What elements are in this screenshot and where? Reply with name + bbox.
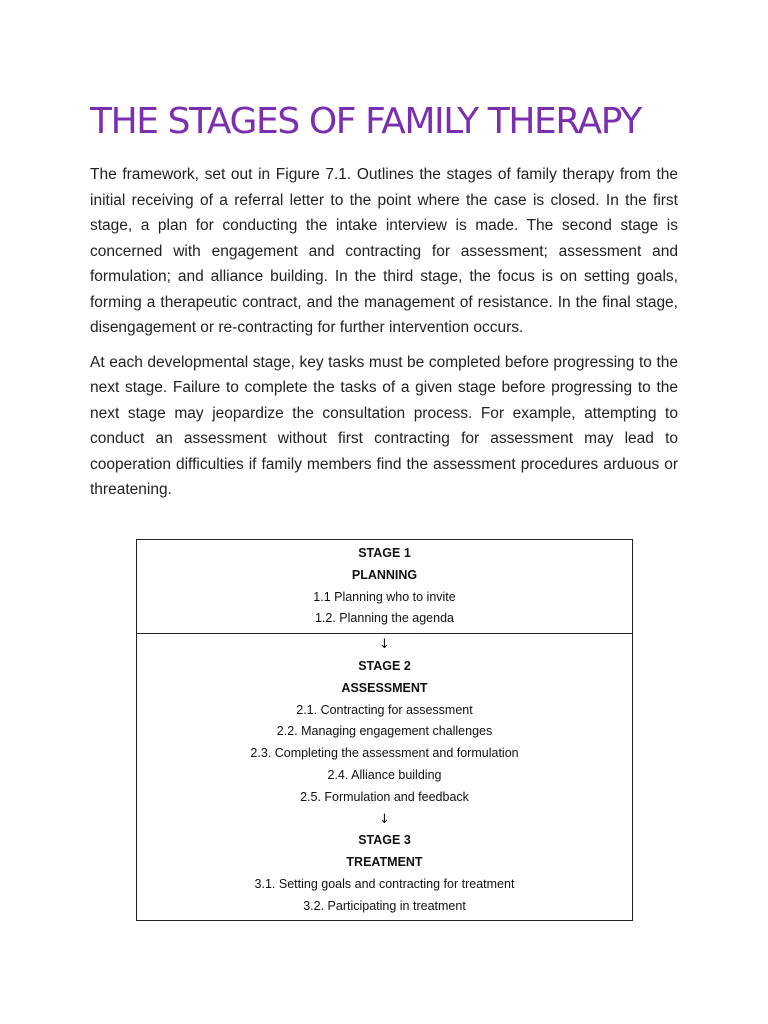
body-paragraph: At each developmental stage, key tasks must be completed before progressing to the next stage. Failure to complete the tasks of a given stage before progressing to the next stage may jeopardize the consultation process. For example, attempting to conduct an assessment without first contracting for assessment may lead to cooperation difficulties if family members find the assessment procedures arduous or threatening. (90, 353, 678, 498)
stage-heading: STAGE 3 (358, 833, 411, 848)
stage-1-box (137, 540, 632, 634)
stage-item: 2.3. Completing the assessment and formulation (250, 746, 519, 761)
stage-item: 2.5. Formulation and feedback (300, 789, 469, 804)
stage-heading: STAGE 1 (358, 546, 411, 560)
page-title: THE STAGES OF FAMILY THERAPY (90, 101, 641, 142)
stages-2-3-box (137, 634, 632, 919)
down-arrow-icon: ↓ (379, 637, 390, 653)
stage-name: TREATMENT (346, 855, 423, 870)
stages-figure (136, 539, 633, 921)
stage-name: PLANNING (351, 567, 418, 582)
stage-item: 2.1. Contracting for assessment (296, 702, 473, 717)
stage-item: 1.2. Planning the agenda (314, 611, 454, 626)
stage-heading: STAGE 2 (358, 658, 411, 673)
stage-name: ASSESSMENT (341, 680, 428, 695)
stage-item: 1.1 Planning who to invite (313, 589, 456, 604)
stage-item: 3.2. Participating in treatment (303, 898, 466, 913)
body-paragraph: The framework, set out in Figure 7.1. Outlines the stages of family therapy from the initial receiving of a referral letter to the point where the case is closed. In the first stage, a plan for conducting the intake interview is made. The second stage is concerned with engagement and contracting for assessment; assessment and formulation; and alliance building. In the third stage, the focus is on setting goals, forming a therapeutic contract, and the management of resistance. In the final stage, disengagement or re-contracting for further intervention occurs. (90, 166, 678, 336)
document-page (90, 96, 678, 512)
stage-item: 2.4. Alliance building (327, 767, 442, 782)
stage-item: 3.1. Setting goals and contracting for treatment (254, 876, 515, 891)
stage-item: 2.2. Managing engagement challenges (276, 724, 493, 739)
down-arrow-icon: ↓ (379, 811, 390, 827)
